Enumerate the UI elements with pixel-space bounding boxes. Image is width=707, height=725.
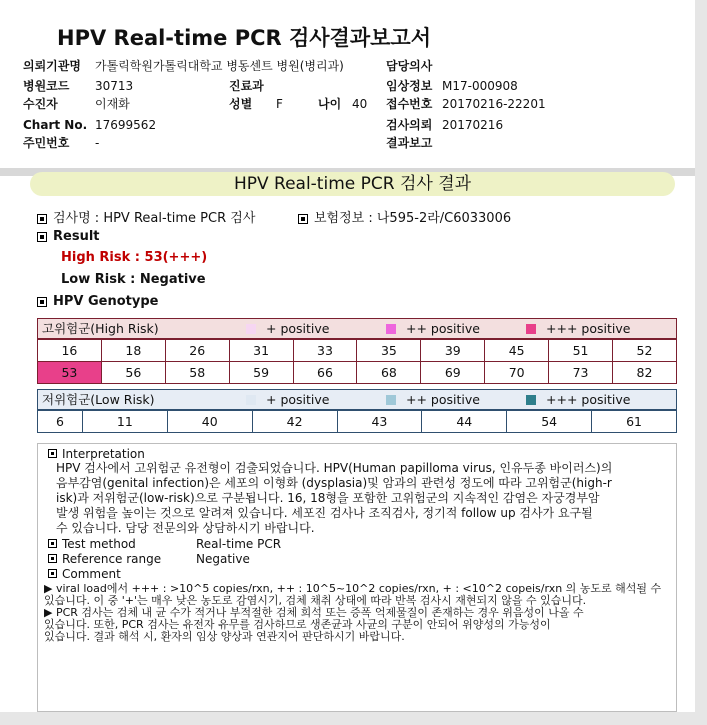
genotype-cell: 59 [229, 362, 293, 384]
banner-title: HPV Real-time PCR 검사 결과 [233, 174, 472, 194]
legend-plusplus-label: ++ positive [406, 321, 480, 336]
genotype-heading-line [37, 294, 158, 309]
low-legend-plus-label: + positive [266, 392, 330, 407]
test-method-label: Test method [62, 537, 136, 551]
sex-label: 성별 [229, 97, 253, 111]
receipt-no-value: 20170216-22201 [442, 97, 546, 111]
interpretation-line: 음부감염(genital infection)은 세포의 이형화 (dysplasia)및 암과의 관련성 정도에 따라 고위험군(high-r [56, 476, 612, 490]
comment-text-line: viral load에서 +++ : >10^5 copies/rxn, ++ : 10^5~10^2 copies/rxn, + : <10^2 copeis/rxn 의 농도로 해석될 수 [55, 582, 662, 595]
legend-swatch-icon [526, 324, 536, 334]
genotype-cell: 39 [421, 340, 485, 362]
legend-swatch-icon [386, 395, 396, 405]
legend-swatch-icon [526, 395, 536, 405]
genotype-cell: 11 [82, 411, 167, 433]
legend-swatch-icon [246, 395, 256, 405]
genotype-cell: 61 [592, 411, 677, 433]
request-date-value: 20170216 [442, 118, 504, 132]
insurance-info: 보험정보 : 나595-2라/C6033006 [314, 211, 512, 226]
genotype-cell: 31 [229, 340, 293, 362]
comment-text-line: 있습니다. 결과 해석 시, 환자의 임상 양상과 연관지어 판단하시기 바랍니다. [44, 630, 405, 643]
comment-text-line: 있습니다. 또한, PCR 검사는 유전자 유무를 검사하므로 생존균과 사균의 구분이 안되어 위양성의 가능성이 [44, 618, 551, 631]
interpretation-line: HPV 검사에서 고위험군 유전형이 검출되었습니다. HPV(Human papilloma virus, 인유두종 바이러스)의 [56, 461, 613, 475]
clinical-info-label: 임상정보 [386, 79, 433, 93]
genotype-cell: 43 [337, 411, 422, 433]
low-risk-table [37, 410, 677, 433]
interpretation-heading: Interpretation [62, 447, 145, 461]
doctor-label: 담당의사 [386, 59, 433, 73]
insurance-line [298, 207, 511, 226]
low-risk-header [37, 389, 677, 410]
department-label: 진료과 [229, 79, 264, 93]
test-method-value: Real-time PCR [196, 537, 282, 551]
genotype-cell: 45 [485, 340, 549, 362]
hospital-code-value: 30713 [95, 79, 134, 93]
resident-no-label: 주민번호 [23, 136, 70, 150]
bullet-square-icon [48, 449, 57, 458]
low-risk-result: Low Risk : Negative [61, 272, 206, 287]
window-scroll-edge [695, 0, 707, 725]
genotype-cell: 54 [507, 411, 592, 433]
genotype-cell: 68 [357, 362, 421, 384]
bullet-square-icon [37, 214, 47, 224]
genotype-cell: 40 [167, 411, 252, 433]
comment-line [48, 567, 121, 582]
sex-value: F [276, 97, 283, 111]
request-date-label: 검사의뢰 [386, 118, 433, 132]
interpretation-heading-line [48, 447, 145, 462]
window-bottom-edge [0, 712, 707, 725]
receipt-no-label: 접수번호 [386, 97, 433, 111]
legend-plus-label: + positive [266, 321, 330, 336]
patient-value: 이재화 [95, 97, 130, 111]
comment-label: Comment [62, 567, 121, 581]
clinical-info-value: M17-000908 [442, 79, 518, 93]
genotype-cell: 69 [421, 362, 485, 384]
resident-no-value: - [95, 136, 100, 150]
age-value: 40 [352, 97, 368, 111]
low-legend-plusplus-label: ++ positive [406, 392, 480, 407]
genotype-cell: 16 [38, 340, 102, 362]
interpretation-line: isk)과 저위험군(low-risk)으로 구분됩니다. 16, 18형을 포함한 고위험군의 지속적인 감염은 자궁경부암 [56, 491, 600, 505]
genotype-cell: 35 [357, 340, 421, 362]
genotype-cell: 42 [252, 411, 337, 433]
genotype-cell: 56 [101, 362, 165, 384]
genotype-cell: 70 [485, 362, 549, 384]
low-risk-row [38, 411, 677, 433]
high-risk-row [38, 362, 677, 384]
low-legend-plusplusplus-label: +++ positive [546, 392, 631, 407]
genotype-cell: 53 [38, 362, 102, 384]
legend-plusplus-item [386, 319, 480, 338]
hospital-code-label: 병원코드 [23, 79, 70, 93]
low-legend-plusplus-item [386, 390, 480, 409]
bullet-square-icon [298, 214, 308, 224]
reference-range-line [48, 552, 161, 567]
genotype-cell: 44 [422, 411, 507, 433]
high-risk-table [37, 339, 677, 384]
legend-swatch-icon [386, 324, 396, 334]
high-risk-row [38, 340, 677, 362]
report-title: HPV Real-time PCR 검사결과보고서 [57, 26, 431, 50]
age-label: 나이 [318, 97, 342, 111]
chart-no-label: Chart No. [23, 118, 88, 132]
bullet-square-icon [37, 297, 47, 307]
legend-plus-item [246, 319, 329, 338]
low-legend-plus-item [246, 390, 329, 409]
high-risk-header [37, 318, 677, 339]
genotype-cell: 18 [101, 340, 165, 362]
report-date-label: 결과보고 [386, 136, 433, 150]
legend-plusplusplus-item [526, 319, 630, 338]
reference-range-label: Reference range [62, 552, 162, 566]
low-legend-plusplusplus-item [526, 390, 630, 409]
genotype-cell: 26 [165, 340, 229, 362]
test-method-line [48, 537, 136, 552]
bullet-square-icon [48, 539, 57, 548]
genotype-heading: HPV Genotype [53, 294, 159, 309]
high-risk-title: 고위험군(High Risk) [42, 321, 159, 336]
patient-label: 수진자 [23, 97, 58, 111]
comment-text-line: PCR 검사는 검체 내 균 수가 적거나 부적절한 검체 희석 또는 증폭 억제물질이 존재하는 경우 위음성이 나올 수 [55, 606, 584, 619]
genotype-cell: 82 [613, 362, 677, 384]
result-heading-line [37, 229, 100, 244]
legend-plusplusplus-label: +++ positive [546, 321, 631, 336]
genotype-cell: 52 [613, 340, 677, 362]
interpretation-text [56, 461, 672, 536]
test-name-line [37, 207, 255, 226]
genotype-cell: 33 [293, 340, 357, 362]
reference-range-value: Negative [196, 552, 250, 566]
test-name: 검사명 : HPV Real-time PCR 검사 [53, 211, 256, 226]
legend-swatch-icon [246, 324, 256, 334]
institution-label: 의뢰기관명 [23, 59, 81, 73]
genotype-cell: 66 [293, 362, 357, 384]
result-banner [30, 172, 675, 196]
genotype-cell: 6 [38, 411, 83, 433]
bullet-square-icon [48, 569, 57, 578]
bullet-square-icon [48, 554, 57, 563]
result-heading: Result [53, 229, 100, 244]
interpretation-line: 발생 위험을 높이는 것으로 알려져 있습니다. 세포진 검사나 조직검사, 정기적 follow up 검사가 요구될 [56, 506, 593, 520]
arrow-right-icon: ▶ [44, 606, 56, 619]
genotype-cell: 51 [549, 340, 613, 362]
arrow-right-icon: ▶ [44, 582, 56, 595]
comment-text-line: 있습니다. 이 중 '+'는 매우 낮은 농도로 감염시기, 검체 채취 상태에 따라 반복 검사시 재현되지 않을 수 있습니다. [44, 594, 587, 607]
genotype-cell: 58 [165, 362, 229, 384]
institution-value: 가톨릭학원가톨릭대학교 병동센트 병원(병리과) [95, 59, 344, 73]
chart-no-value: 17699562 [95, 118, 157, 132]
bullet-square-icon [37, 232, 47, 242]
low-risk-title: 저위험군(Low Risk) [42, 392, 155, 407]
high-risk-result: High Risk : 53(+++) [61, 250, 208, 265]
interpretation-box [37, 443, 677, 712]
interpretation-line: 수 있습니다. 담당 전문의와 상담하시기 바랍니다. [56, 521, 315, 535]
comment-text [44, 583, 674, 643]
genotype-cell: 73 [549, 362, 613, 384]
